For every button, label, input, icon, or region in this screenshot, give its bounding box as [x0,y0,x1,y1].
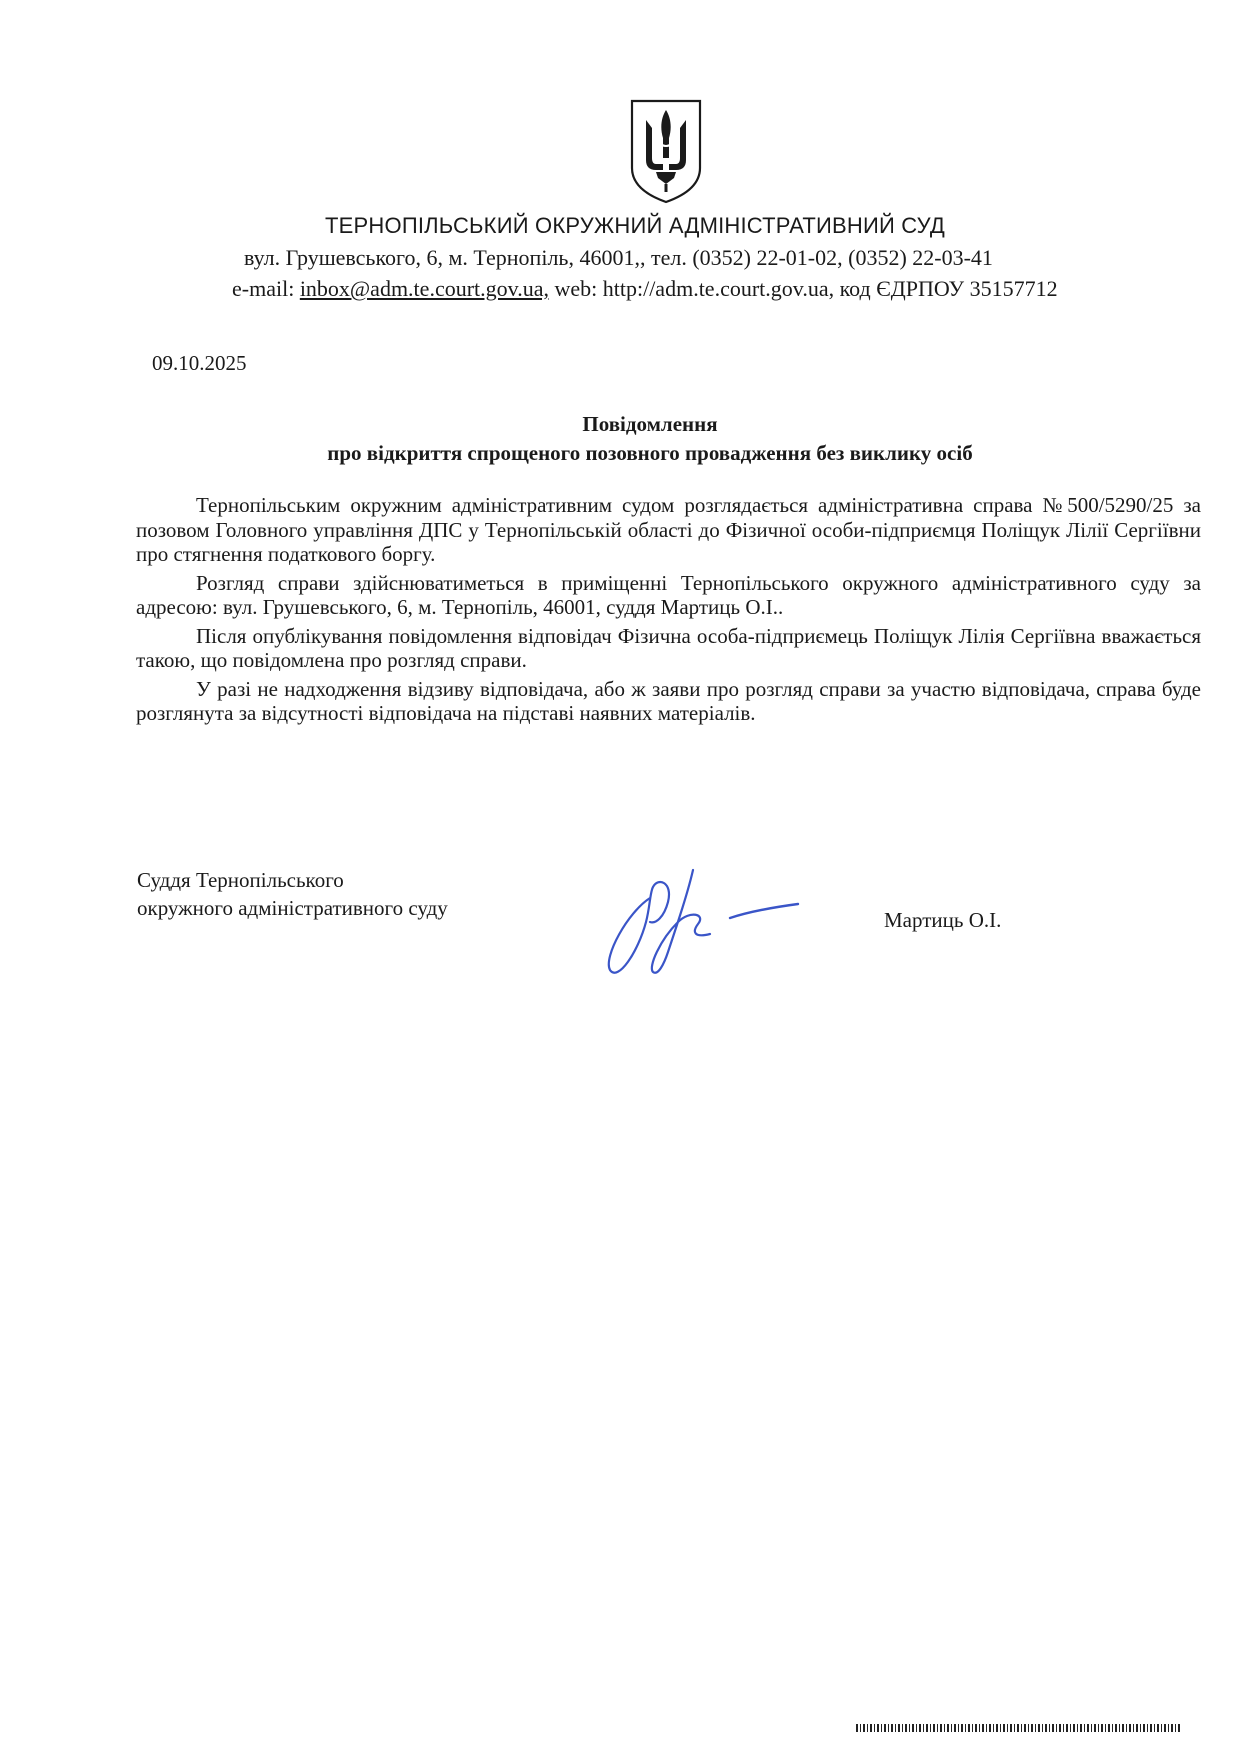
court-name: ТЕРНОПІЛЬСЬКИЙ ОКРУЖНИЙ АДМІНІСТРАТИВНИЙ СУД [325,213,945,238]
document-title: Повідомлення [582,412,718,436]
coat-of-arms-icon [628,98,704,204]
document-subtitle: про відкриття спрощеного позовного провадження без виклику осіб [327,441,973,465]
web-and-code: web: http://adm.te.court.gov.ua, код ЄДРПОУ 35157712 [548,276,1058,301]
signer-title-line2: окружного адміністративного суду [137,896,448,920]
handwritten-signature [598,862,838,982]
paragraph: Тернопільським окружним адміністративним судом розглядається адміністративна справа №500/5290/25 за позовом Головного управління ДПС у Тернопільській області до Фізичної особи-підприємця Поліщук Лілії Сергіївни про стягнення податкового боргу. [136,493,1201,566]
document-date: 09.10.2025 [152,351,247,375]
paragraph: Розгляд справи здійснюватиметься в приміщенні Тернопільського окружного адміністративного суду за адресою: вул. Грушевського, 6, м. Тернопіль, 46001, суддя Мартиць О.І.. [136,570,1201,619]
court-address: вул. Грушевського, 6, м. Тернопіль, 46001,, тел. (0352) 22-01-02, (0352) 22-03-41 [244,245,993,270]
email-label: e-mail: [232,276,300,301]
paragraph: Після опублікування повідомлення відповідач Фізична особа-підприємець Поліщук Лілія Сергіївна вважається такою, що повідомлена про розгляд справи. [136,623,1201,672]
paragraph: У разі не надходження відзиву відповідача, або ж заяви про розгляд справи за участю відповідача, справа буде розглянута за відсутності відповідача на підставі наявних матеріалів. [136,676,1201,725]
signer-name: Мартиць О.І. [884,908,1002,932]
signer-title-line1: Суддя Тернопільського [137,868,344,892]
signer-title [137,866,448,922]
document-body [136,493,1201,730]
email-link[interactable]: inbox@adm.te.court.gov.ua, [299,276,549,301]
barcode [856,1724,1181,1732]
court-contacts [232,276,1058,302]
